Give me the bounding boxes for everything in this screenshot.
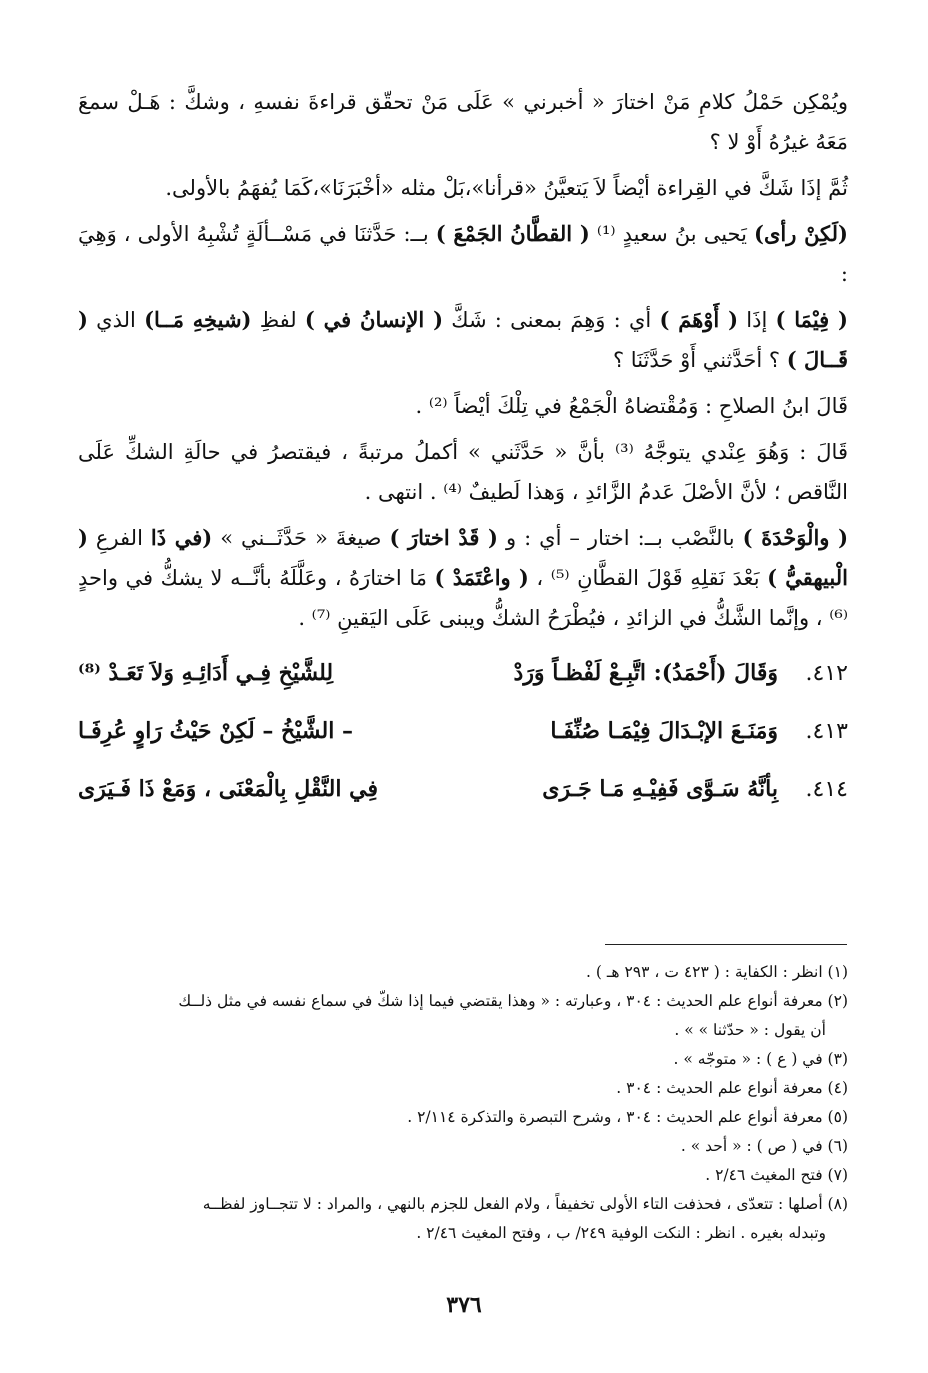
- verse-number: ٤١٤.: [805, 777, 848, 802]
- footnote-4: (٤) معرفة أنواع علم الحديث : ٣٠٤ .: [616, 1079, 848, 1097]
- paragraph-1: ويُمْكِن حَمْلُ كلامِ مَنْ اختارَ « أخبرني » عَلَى مَنْ تحقّق قراءةَ نفسهِ ، وشكَّ : هَـلْ سمعَ مَعَهُ غيرُهُ أَوْ لا ؟: [78, 90, 848, 154]
- text-run: أي : وَهِمَ بمعنى : شَكَّ: [443, 308, 660, 332]
- footnote-7: (٧) فتح المغيث ٢/٤٦ .: [705, 1166, 848, 1184]
- text-run: يَحيى بنُ سعيدٍ ⁽¹⁾: [589, 222, 755, 246]
- text-run: صيغةَ « حَدَّثَــني »: [212, 526, 390, 550]
- text-run: بــ: حَدَّثنَا في مَسْــألَةٍ تُشْبِهُ الأولى ، وَهِيَ :: [78, 222, 848, 286]
- page-number: ٣٧٦: [446, 1292, 482, 1318]
- paragraph-4: [78, 300, 848, 380]
- text-run: ؟ أحَدَّثني أَوْ حَدَّثَنَا ؟: [612, 348, 787, 372]
- verse-number: ٤١٣.: [805, 719, 848, 744]
- verse-second-hemistich: – الشَّيْخُ – لَكِنْ حَيْثُ رَاوٍ عُرِفَـا: [78, 718, 353, 744]
- footnote-5: (٥) معرفة أنواع علم الحديث : ٣٠٤ ، وشرح التبصرة والتذكرة ٢/١١٤ .: [407, 1108, 848, 1126]
- verse-first-hemistich: وَمَنَـعَ الإبْـدَالَ فِيْمَـا صُنِّفَـا: [550, 718, 778, 744]
- bold-phrase: ( قَــالَ ): [78, 307, 848, 372]
- verse-414: [78, 760, 848, 818]
- verse-second-hemistich: فِي النَّقْلِ بِالْمَعْنَى ، وَمَعْ ذَا فَـيَرَى: [78, 776, 378, 802]
- verse-number: ٤١٢.: [805, 661, 848, 686]
- text-run: مَا اختارَهُ ، وعَلَّلَهُ بأنَّــه لا يشكُّ في واحدٍ ⁽⁶⁾ ، وإنَّما الشَّكُّ في الزائدِ ، فيُطْرَحُ الشكُّ ويبنى عَلَى اليَقينِ ⁽⁷⁾ .: [78, 566, 848, 630]
- verse-first-hemistich: وَقَالَ (أَحْمَدُ): اتَّبِـعْ لَفْظـاً وَرَدْ: [513, 660, 778, 686]
- bold-phrase: ( أَوْهَمَ ): [659, 307, 739, 332]
- bold-phrase: ( فِيْمَا ): [775, 307, 848, 332]
- bold-phrase: ( واعْتَمَدْ ): [434, 565, 529, 590]
- paragraph-7: [78, 518, 848, 638]
- footnote-6: (٦) في ( ص ) : « أحد » .: [680, 1137, 848, 1155]
- text-run: إذَا: [738, 308, 776, 332]
- paragraph-3: [78, 214, 848, 294]
- footnote-separator: [605, 944, 847, 945]
- text-run: بالنَّصْب بــ: اختار – أي : و: [497, 526, 743, 550]
- bold-phrase: ( الإنسانُ في ): [304, 307, 444, 332]
- bold-phrase: (في ذَا: [150, 525, 213, 550]
- text-run: بَعْدَ نَقلِهِ قَوْلَ القطَّانِ ⁽⁵⁾ ،: [528, 566, 768, 590]
- bold-phrase: ( والْوَحْدَةَ ): [742, 525, 849, 550]
- verse-first-hemistich: بِأنَّهُ سَـوَّى فَفِيْـهِ مَـا جَـرَى: [542, 776, 778, 802]
- footnotes: [80, 958, 848, 1248]
- main-text: [78, 82, 848, 818]
- bold-phrase: ( قَدْ اختارَ ): [389, 525, 498, 550]
- bold-phrase: ( الْبيهقيُّ ): [78, 525, 848, 590]
- verse-413: [78, 702, 848, 760]
- bold-phrase: (لَكِنْ رأى): [754, 221, 848, 246]
- text-run: لفظِ: [251, 308, 305, 332]
- paragraph-6: قَالَ : وَهُوَ عِنْدي يتوجَّهُ ⁽³⁾ بأنَّ « حَدَّثَني » أكملُ مرتبةً ، فيقتصرُ في حالَةِ الشكِّ عَلَى النَّاقص ؛ لأنَّ الأصْلَ عَدمُ الزَّائدِ ، وَهذا لَطيفٌ ⁽⁴⁾ . انتهى .: [78, 440, 848, 504]
- bold-phrase: ( القطَّانُ الجَمْعَ ): [435, 221, 590, 246]
- footnote-2-continuation: أن يقول : « حدّثنا » » .: [674, 1021, 826, 1039]
- footnote-8-continuation: وتبدله بغيره . انظر : النكت الوفية ٢٤٩/ ب ، وفتح المغيث ٢/٤٦ .: [416, 1224, 826, 1242]
- text-run: الفرعِ: [87, 526, 151, 550]
- paragraph-2: ثُمَّ إذَا شَكَّ في القِراءة أيْضاً لاَ يَتعيَّنُ «قرأنا»،بَلْ مثله «أخْبَرَنَا»،كَمَا يُفهَمُ بالأولى.: [165, 176, 848, 200]
- footnote-3: (٣) في ( ع ) : « متوجّه » .: [673, 1050, 848, 1068]
- text-run: الذي: [87, 308, 145, 332]
- footnote-2: (٢) معرفة أنواع علم الحديث : ٣٠٤ ، وعبارته : « وهذا يقتضي فيما إذا شكّ في سماع نفسه في مثل ذلــك: [178, 992, 848, 1010]
- bold-phrase: (شيخِهِ مَــا): [144, 307, 252, 332]
- verse-412: [78, 644, 848, 702]
- poem-verses: [78, 644, 848, 818]
- verse-second-hemistich: لِلشَّيْخِ فِـي أَدَائِـهِ وَلاَ تَعَـدْ ⁽⁸⁾: [78, 660, 334, 686]
- footnote-1: (١) انظر : الكفاية : ( ٤٢٣ ت ، ٢٩٣ هـ ) .: [586, 963, 848, 981]
- footnote-8: (٨) أصلها : تتعدّى ، فحذفت التاء الأولى تخفيفاً ، ولام الفعل للجزم بالنهي ، والمراد : لا تتجــاوز لفظــه: [202, 1195, 848, 1213]
- paragraph-5: قَالَ ابنُ الصلاحِ : وَمُقْتضاهُ الْجَمْعُ في تِلْكَ أيْضاً ⁽²⁾ .: [415, 394, 848, 418]
